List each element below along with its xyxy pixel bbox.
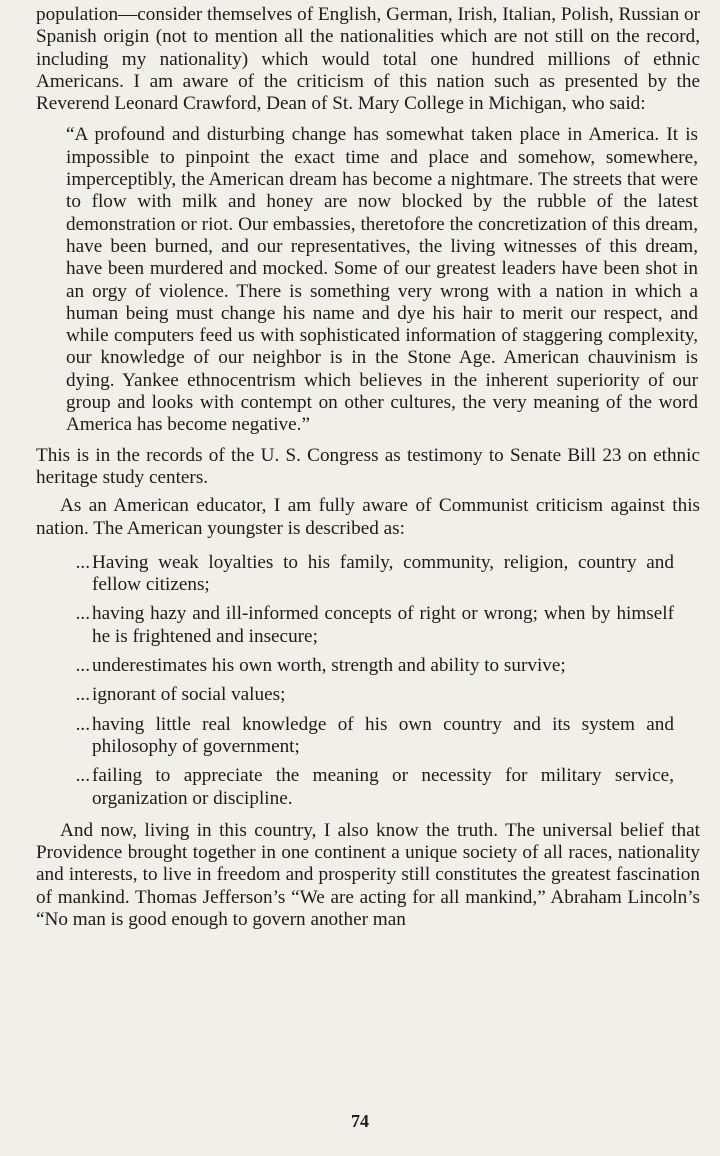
page-number: 74: [351, 1111, 369, 1131]
ellipsis-marker: ...: [75, 713, 90, 735]
block-quote-crawford: “A profound and disturbing change has somewhat taken place in America. It is impossible to pinpoint the exact time and place and somehow, somewhere, imperceptibly, the American dream has become a nightmare. The streets that were to flow with milk and honey are now blocked by the rubble of the latest demonstration or riot. Our embassies, theretofore the concretization of this dream, have been burned, and our representatives, the living witnesses of this dream, have been murdered and mocked. Some of our greatest leaders have been shot in an orgy of violence. There is something very wrong with a nation in which a human being must change his name and dye his hair to merit our respect, and while computers feed us with sophisticated information of staggering complexity, our knowledge of our neighbor is in the Stone Age. American chauvinism is dying. Yankee ethnocentrism which believes in the inherent superiority of our group and looks with contempt on other cultures, the very meaning of the word America has become negative.”: [66, 124, 698, 436]
criticism-list: [36, 552, 700, 810]
paragraph-congress-records: This is in the records of the U. S. Congress as testimony to Senate Bill 23 on ethnic heritage study centers.: [36, 444, 700, 488]
paragraph-educator: As an American educator, I am fully aware of Communist criticism against this nation. The American youngster is described as:: [36, 495, 700, 539]
paragraph-truth: And now, living in this country, I also know the truth. The universal belief that Providence brought together in one continent a unique society of all races, nationality and interests, to live in freedom and prosperity still constitutes the greatest fascination of mankind. Thomas Jefferson’s “We are acting for all mankind,” Abraham Lincoln’s “No man is good enough to govern another man: [36, 819, 700, 930]
list-item: [36, 603, 700, 648]
list-item: [36, 684, 700, 706]
list-item-text: ignorant of social values;: [92, 684, 286, 706]
ellipsis-marker: ...: [75, 765, 90, 787]
list-item: [36, 714, 700, 759]
ellipsis-marker: ...: [75, 603, 90, 625]
list-item-text: Having weak loyalties to his family, community, religion, country and fellow citizens;: [92, 551, 674, 596]
list-item-text: having little real knowledge of his own country and its system and philosophy of government;: [92, 713, 674, 757]
list-item-text: failing to appreciate the meaning or necessity for military service, organization or discipline.: [92, 765, 674, 809]
paragraph-ethnic-origins: population—consider themselves of English, German, Irish, Italian, Polish, Russian or Spanish origin (not to mention all the nationalities which are not still on the record, including my nationality) which would total one hundred millions of ethnic Americans. I am aware of the criticism of this nation such as presented by the Reverend Leonard Crawford, Dean of St. Mary College in Michigan, who said:: [36, 4, 701, 115]
list-item-text: having hazy and ill-informed concepts of right or wrong; when by himself he is frightened and insecure;: [92, 603, 674, 647]
page-body: [36, 4, 700, 931]
list-item-text: underestimates his own worth, strength and ability to survive;: [92, 655, 566, 677]
list-item: [36, 765, 700, 810]
ellipsis-marker: ...: [75, 655, 90, 677]
ellipsis-marker: ...: [75, 684, 90, 706]
ellipsis-marker: ...: [75, 551, 90, 573]
list-item: [36, 552, 700, 597]
list-item: [36, 655, 700, 677]
